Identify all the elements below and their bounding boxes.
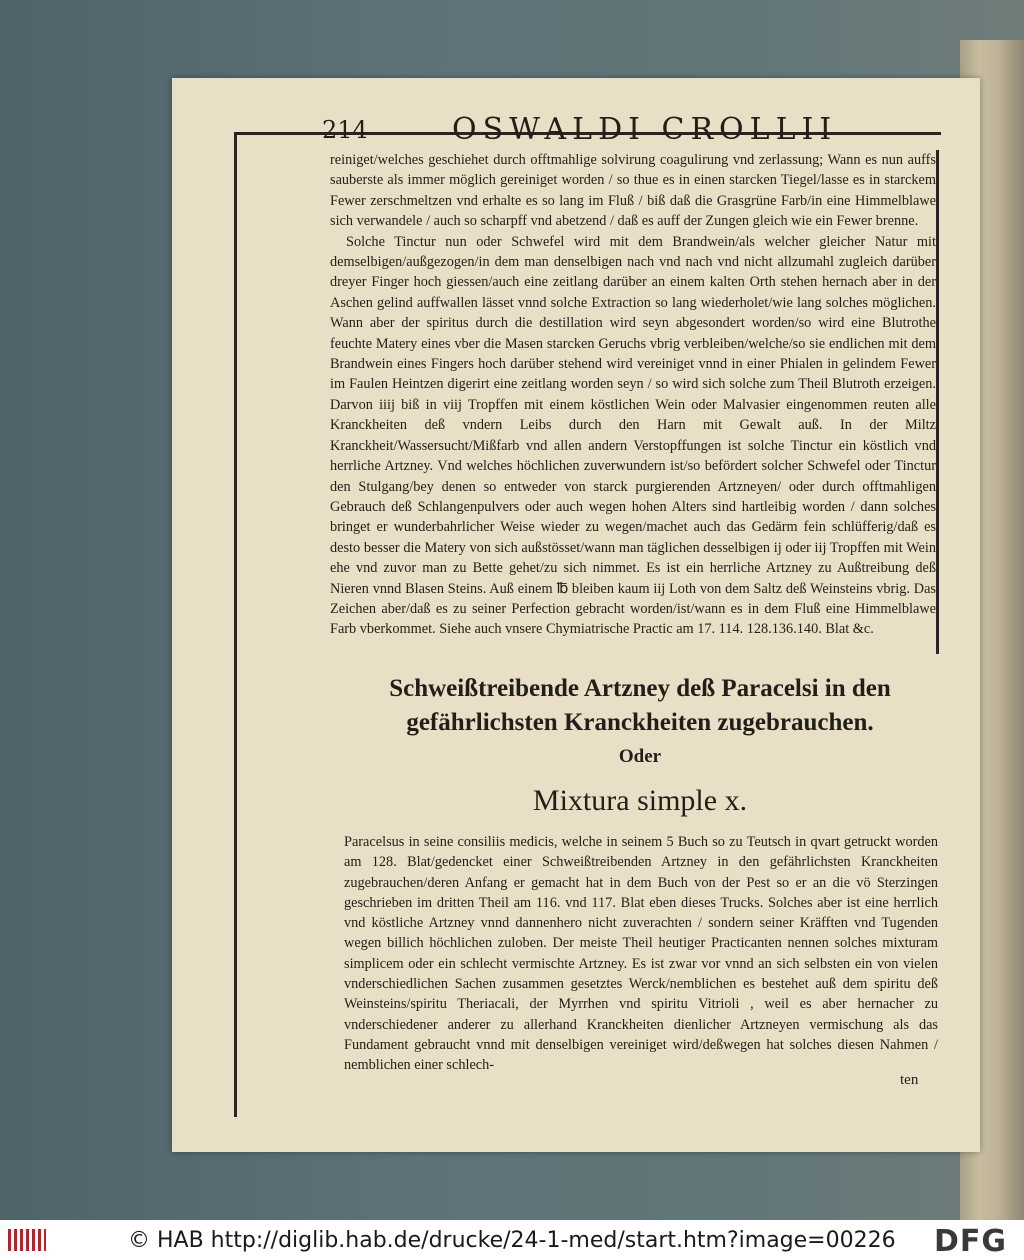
paragraph: Solche Tinctur nun oder Schwefel wird mit dem Brandwein/als welcher gleicher Natur mit demselbigen/außgezogen/in dem man denselbigen nach vnd nach vnd nicht allzumahl zugleich darüber dreyer Finger hoch giessen/auch eine zeitlang darüber an einem kalten Orth stehen hernach aber in der Aschen gelind auffwallen lässet vnnd solche Extraction so lang wiederholet/wie lang solches möglichen. Wann aber der spiritus durch die destillation wird seyn abgesondert worden/so wird eine Blutrothe feuchte Matery eines vber die Masen starcken Geruchs vbrig verbleiben/welche/so sie endlichen mit dem Brandwein eines Fingers hoch darüber stehend wird vereiniget vnnd in einer Phialen in gelindem Fewer im Faulen Heintzen digerirt eine zeitlang worden seyn / so wird sich solche zum Theil Blutroth erzeigen. Darvon iiij biß in viij Tropffen mit einem köstlichen Wein oder Malvasier eingenommen reuten alle Kranckheiten deß vndern Leibs durch den Harn mit Gewalt auß. In der Miltz Kranckheit/Wassersucht/Mißfarb vnd allen andern Verstopffungen ist solche Tinctur ein köstlich vnd herrliche Artzney. Vnd welches höchlichen zuverwundern ist/so befördert solcher Schwefel oder Tinctur den Stulgang/bey denen so entweder von starck purgierenden Artzneyen/ oder durch offtmahligen Gebrauch deß Schlangenpulvers oder auch wegen hohen Alters sind hartleibig worden / dann solches bringet er wunderbahrlicher Weise wieder zu wegen/machet auch das Gedärm fein schlüfferig/daß es desto besser die Matery von sich außstösset/wann man täglichen desselbigen ij oder iij Tropffen mit Wein ehe vnd zuvor man zu Bette gehet/zu sich nimmet. Es ist ein herrliche Artzney zu Außtreibung deß Nieren vnnd Blasen Steins. Auß einem ℔ bleiben kaum iij Loth von dem Saltz deß Weinsteins vbrig. Das Zeichen aber/daß es zu seiner Perfection gebracht worden/ist/wann es in dem Fluß eine Himmelblawe Farb vberkommet. Siehe auch vnsere Chymiatrische Practic am 17. 114. 128.136.140. Blat &c. (330, 233, 936, 638)
page-header (322, 110, 942, 150)
section-text (344, 832, 938, 1076)
section-connector: Oder (618, 746, 662, 767)
paragraph: reiniget/welches geschiehet durch offtmahlige solvirung coagulirung vnd zerlassung; Wann es nun auffs sauberste als immer möglich gereiniget worden / so thue es in einen starcken Tiegel/lasse es in starckem Fewer zerschmeltzen vnd erhalte es so lang im Fluß / biß daß die Grasgrüne Farb/in eine Himmelblawe sich verwandele / auch so scharpff vnd abetzend / daß es auff der Zungen gleich wie ein Fewer brenne. (330, 152, 936, 230)
credit-link[interactable]: © HAB http://diglib.hab.de/drucke/24-1-med/start.htm?image=00226 (128, 1228, 896, 1253)
catchword: ten (900, 1072, 919, 1088)
footer-bar (0, 1220, 1024, 1260)
paragraph: Paracelsus in seine consiliis medicis, welche in seinem 5 Buch so zu Teutsch in qvart getruckt worden am 128. Blat/gedencket einer Schweißtreibenden Artzney in den gefährlichsten Kranckheiten zugebrauchen/deren Anfang er gemacht hat in dem Buch von der Pest so er an die vö Sterzingen geschrieben im dritten Theil am 116. vnd 117. Blat eben dieses Trucks. Solches aber ist eine herrlich vnd köstliche Artzney vnnd dannenhero nicht zuverachten / sondern seiner Kräfften vnd Tugenden wegen billich höchlichen zuloben. Der meiste Theil heutiger Practicanten nennen solches mixturam simplicem oder ein schlecht vermischte Artzney. Es ist zwar vor vnnd an sich selbsten ein von vielen vnderschiedlichen Sachen zusammen gesetztes Werck/nemblichen es bestehet auß dem spiritu deß Weinsteins/spiritu Theriacali, der Myrrhen vnd spiritu Vitrioli , weil es aber hernacher zu vnderschiedener anderer zu allerhand Kranckheiten dienlicher Artzneyen vermischung als das Fundament gebraucht vnnd mit denselbigen vereiniget wird/deßwegen hat solches diesen Nahmen / nemblichen einer schlech- (344, 834, 938, 1074)
hab-barcode-icon (8, 1229, 46, 1251)
dfg-logo: DFG (934, 1224, 1008, 1259)
section-heading: Schweißtreibende Artzney deß Paracelsi in den gefährlichsten Kranckheiten zugebrauchen. (389, 675, 891, 736)
main-text (330, 150, 936, 640)
page-number: 214 (322, 116, 368, 144)
section-subheading: Mixtura simple x. (532, 784, 748, 817)
running-title: OSWALDI CROLLII (452, 112, 838, 147)
column-rule (936, 150, 939, 654)
